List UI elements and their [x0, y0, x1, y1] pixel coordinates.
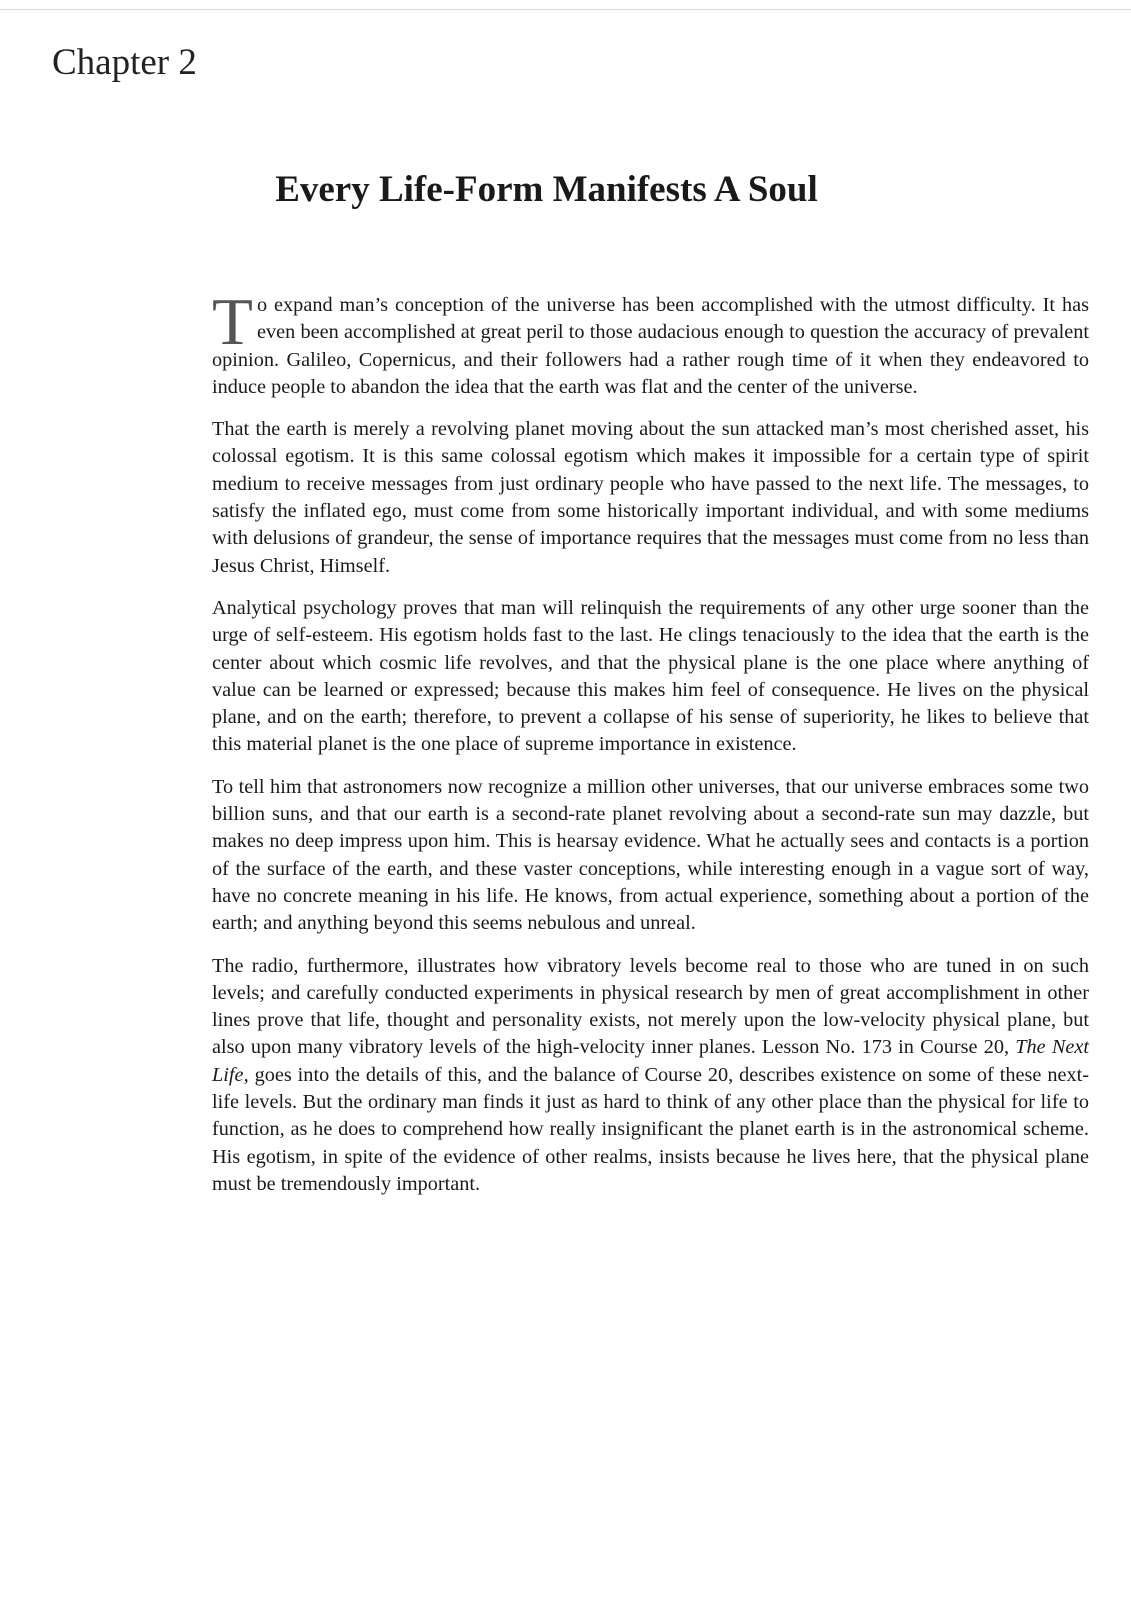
paragraph-5 — [212, 953, 1089, 1199]
paragraph-4: To tell him that astronomers now recognize a million other universes, that our universe embraces some two billion suns, and that our earth is a second-rate planet revolving about a second-rate sun may dazzle, but makes no deep impress upon him. This is hearsay evidence. What he actually sees and contacts is a portion of the surface of the earth, and these vaster conceptions, while interesting enough in a vague sort of way, have no concrete meaning in his life. He knows, from actual experience, something about a portion of the earth; and anything beyond this seems nebulous and unreal. — [212, 775, 1089, 935]
chapter-body — [212, 285, 1090, 1213]
paragraph-5-text-before: The radio, furthermore, illustrates how vibratory levels become real to those who are tuned in on such levels; and carefully conducted experiments in physical research by men of great accomplishment in other lines prove that life, thought and personality exists, not merely upon the low-velocity physical plane, but also upon many vibratory levels of the high-velocity inner planes. Lesson No. 173 in Course 20, — [212, 954, 1089, 1059]
paragraph-2: That the earth is merely a revolving planet moving about the sun attacked man’s most cherished asset, his colossal egotism. It is this same colossal egotism which makes it impossible for a certain type of spirit medium to receive messages from just ordinary people who have passed to the next life. The messages, to satisfy the inflated ego, must come from some historically important individual, and with some mediums with delusions of grandeur, the sense of importance requires that the messages must come from no less than Jesus Christ, Himself. — [212, 418, 1089, 577]
chapter-title: Every Life-Form Manifests A Soul — [275, 169, 818, 210]
chapter-number-label: Chapter 2 — [52, 42, 197, 83]
paragraph-5-text-after: , goes into the details of this, and the balance of Course 20, describes existence on some of these next-life levels. But the ordinary man finds it just as hard to think of any other place than the physical for life to function, as he does to comprehend how really insignificant the planet earth is in the astronomical scheme. His egotism, in spite of the evidence of other realms, insists because he lives here, that the physical plane must be tremendously important. — [212, 1063, 1089, 1195]
page-top-border — [0, 0, 1131, 10]
course-title-italic: The Next Life — [212, 1036, 1090, 1086]
paragraph-3: Analytical psychology proves that man will relinquish the requirements of any other urge sooner than the urge of self-esteem. His egotism holds fast to the last. He clings tenaciously to the idea that the earth is the center about which cosmic life revolves, and that the physical plane is the one place where anything of value can be learned or expressed; because this makes him feel of consequence. He lives on the physical plane, and on the earth; therefore, to prevent a collapse of his sense of superiority, he likes to believe that this material planet is the one place of supreme importance in existence. — [212, 596, 1089, 756]
paragraph-1-text: o expand man’s conception of the universe has been accomplished with the utmost difficulty. It has even been accomplished at great peril to those audacious enough to question the accuracy of prevalent opinion. Galileo, Copernicus, and their followers had a rather rough time of it when they endeavored to induce people to abandon the idea that the earth was flat and the center of the universe. — [212, 294, 1089, 398]
paragraph-1 — [212, 285, 1089, 401]
drop-cap-letter: T — [212, 285, 253, 359]
